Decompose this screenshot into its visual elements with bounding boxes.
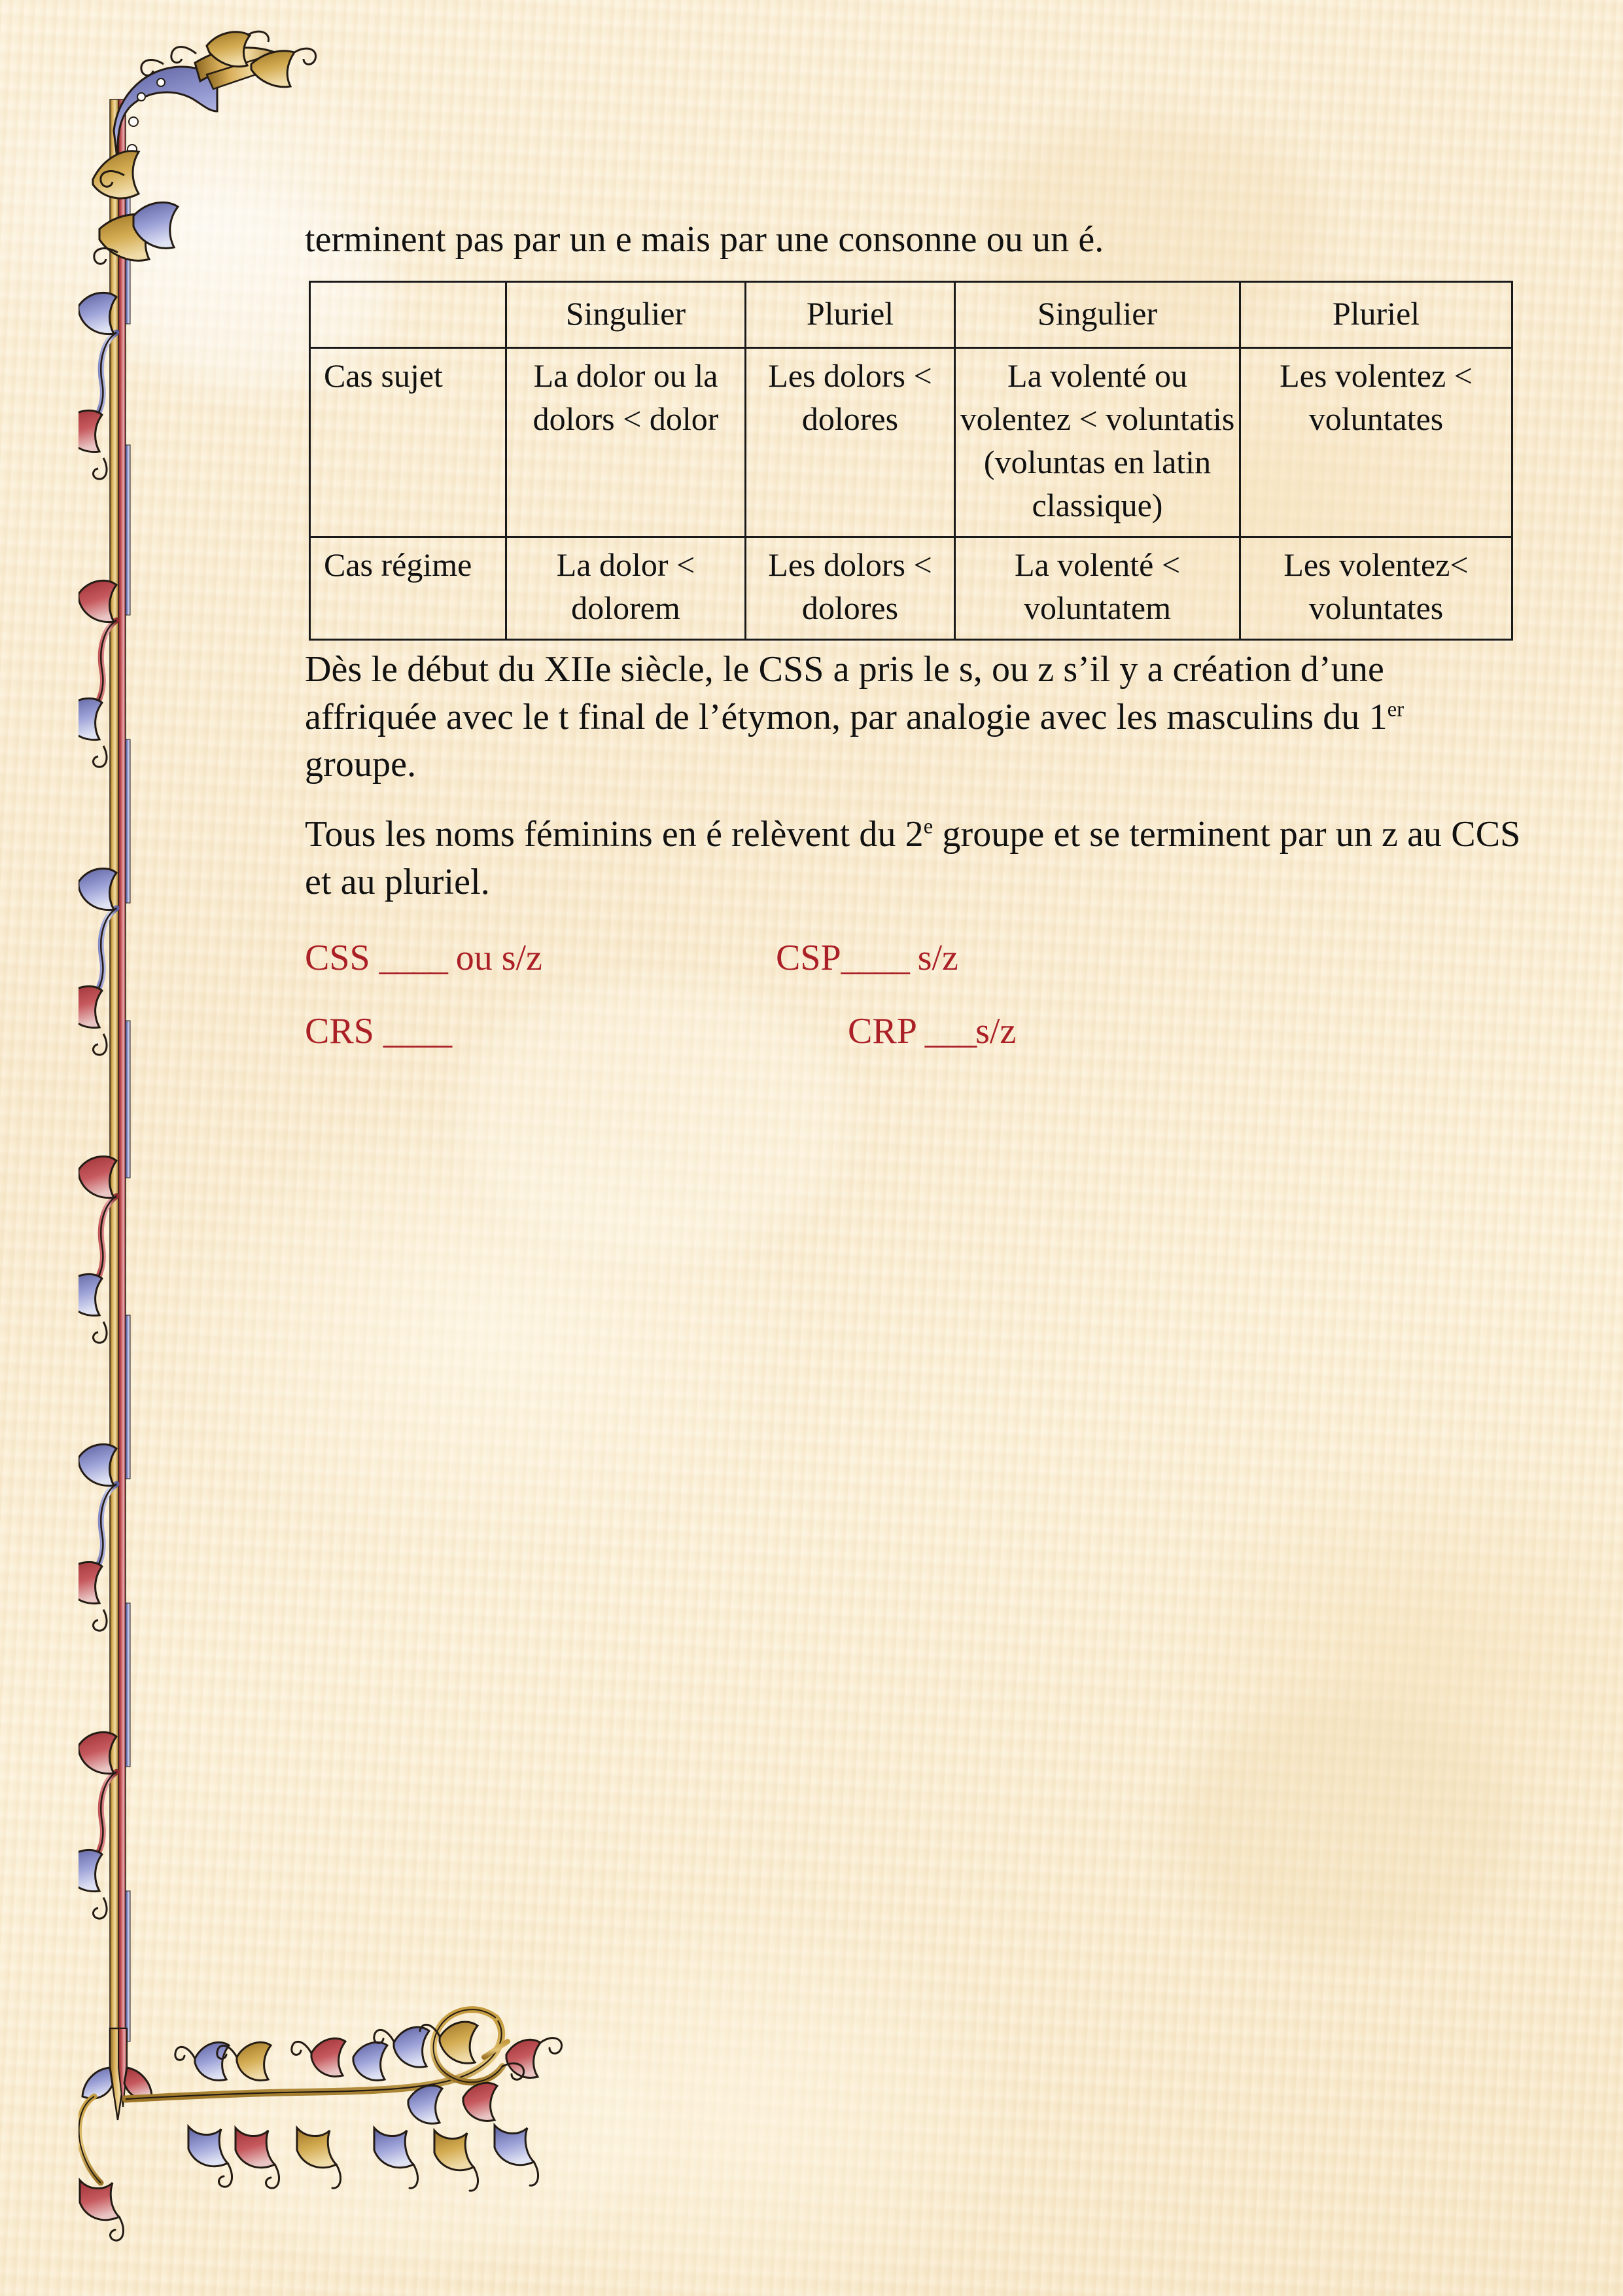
cell-cas-sujet-pluriel-2: Les volentez < voluntates xyxy=(1240,347,1512,537)
row-label-cas-regime: Cas régime xyxy=(310,537,506,639)
cell-cas-regime-pluriel-1: Les dolors < dolores xyxy=(746,537,955,639)
body-paragraph-2 xyxy=(305,811,1522,906)
declension-table xyxy=(309,281,1513,641)
rubric-csp xyxy=(776,935,1522,981)
rubric-crp-label: CRP xyxy=(848,1010,916,1051)
table-header-pluriel-1: Pluriel xyxy=(746,281,955,347)
rubric-crs-blank: ____ xyxy=(383,1010,451,1051)
table-header-singulier-2: Singulier xyxy=(955,281,1240,347)
table-header-singulier-1: Singulier xyxy=(506,281,746,347)
rubric-css-suffix: ou s/z xyxy=(455,937,542,978)
cell-cas-sujet-singulier-1: La dolor ou la dolors < dolor xyxy=(506,347,746,537)
cell-cas-sujet-singulier-2: La volenté ou volentez < voluntatis (voluntas en latin classique) xyxy=(955,347,1240,537)
rubric-line-1 xyxy=(305,935,1522,981)
body-paragraph-1-part-b: groupe. xyxy=(305,744,417,785)
rubric-css-label: CSS xyxy=(305,937,370,978)
table-row xyxy=(310,537,1512,639)
intro-paragraph: terminent pas par un e mais par une consonne ou un é. xyxy=(305,219,1104,260)
document-content xyxy=(305,216,1522,1082)
rubric-crp-blank: ___ xyxy=(924,1010,976,1051)
cell-cas-sujet-pluriel-1: Les dolors < dolores xyxy=(746,347,955,537)
body-paragraph-1-superscript: er xyxy=(1387,697,1405,721)
cell-cas-regime-singulier-1: La dolor < dolorem xyxy=(506,537,746,639)
rubric-css-blank: ____ xyxy=(379,937,447,978)
table-header-corner xyxy=(310,281,506,347)
body-paragraph-2-part-a: Tous les noms féminins en é relèvent du 2 xyxy=(305,814,924,855)
rubric-crs xyxy=(305,1008,776,1054)
row-label-cas-sujet: Cas sujet xyxy=(310,347,506,537)
rubric-crs-label: CRS xyxy=(305,1010,374,1051)
rubric-csp-suffix: s/z xyxy=(917,937,958,978)
rubric-csp-label: CSP xyxy=(776,937,841,978)
body-paragraph-2-part-b: groupe et se terminent par un z au CCS et au pluriel. xyxy=(305,814,1521,902)
cell-cas-regime-singulier-2: La volenté < voluntatem xyxy=(955,537,1240,639)
table-header-row xyxy=(310,281,1512,347)
body-paragraph-2-superscript: e xyxy=(923,815,934,839)
rubric-crp xyxy=(848,1008,1522,1054)
rubric-line-2 xyxy=(305,1008,1522,1054)
table-row xyxy=(310,347,1512,537)
rubric-css xyxy=(305,935,776,981)
cell-cas-regime-pluriel-2: Les volentez< voluntates xyxy=(1240,537,1512,639)
table-header-pluriel-2: Pluriel xyxy=(1240,281,1512,347)
body-paragraph-1-part-a: Dès le début du XIIe siècle, le CSS a pris le s, ou z s’il y a création d’une affriquée avec le t final de l’étymon, par analogie avec les masculins du 1 xyxy=(305,648,1387,737)
rubric-csp-blank: ____ xyxy=(841,937,909,978)
rubric-crp-suffix: s/z xyxy=(975,1010,1017,1051)
body-paragraph-1 xyxy=(305,646,1522,788)
